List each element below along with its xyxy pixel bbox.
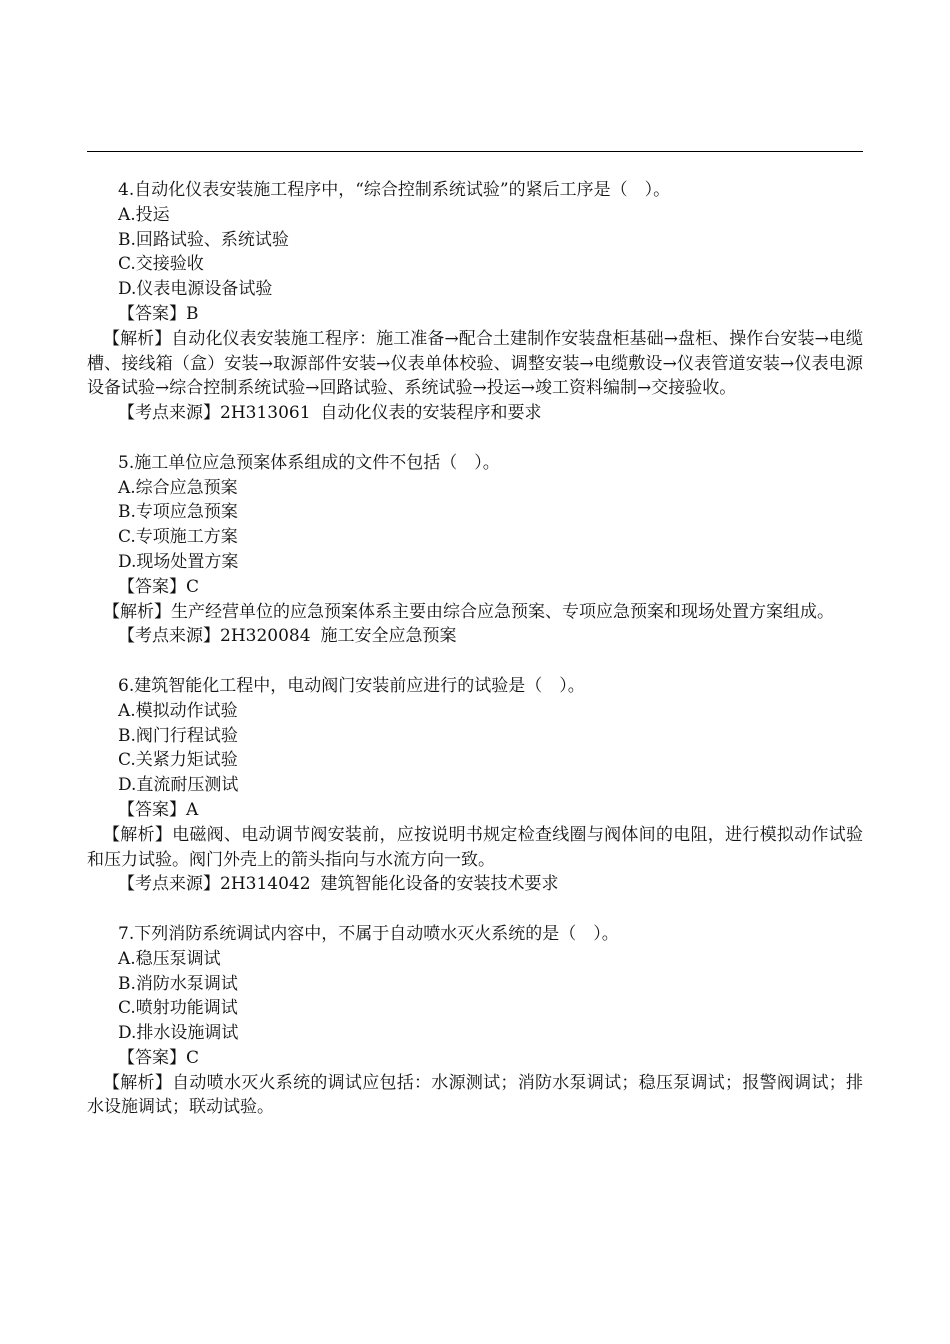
option-c: C.交接验收	[118, 254, 204, 275]
answer-value: B	[186, 303, 199, 324]
answer-value: C	[186, 576, 200, 597]
option-b: B.消防水泵调试	[118, 973, 238, 994]
answer-label: 【答案】	[118, 1047, 186, 1068]
option-a: A.综合应急预案	[118, 477, 238, 498]
source-title: 施工安全应急预案	[320, 626, 457, 647]
analysis-label: 【解析】	[103, 824, 173, 845]
option-a: A.稳压泵调试	[118, 948, 221, 969]
analysis-text: 电磁阀、电动调节阀安装前，应按说明书规定检查线圈与阀体间的电阻，进行模拟动作试验和压力试验。阀门外壳上的箭头指向与水流方向一致。	[87, 824, 864, 870]
answer-label: 【答案】	[118, 576, 186, 597]
question-stem: 5.施工单位应急预案体系组成的文件不包括（ ）。	[118, 452, 500, 473]
answer-value: A	[186, 799, 199, 820]
analysis-text: 生产经营单位的应急预案体系主要由综合应急预案、专项应急预案和现场处置方案组成。	[171, 601, 834, 622]
analysis-text: 自动喷水灭火系统的调试应包括：水源测试；消防水泵调试；稳压泵调试；报警阀调试；排水设施调试；联动试验。	[87, 1072, 864, 1118]
answer-line	[87, 798, 863, 823]
answer-label: 【答案】	[118, 303, 186, 324]
analysis-paragraph	[87, 823, 863, 873]
answer-value: C	[186, 1047, 200, 1068]
option-c: C.喷射功能调试	[118, 998, 238, 1019]
answer-line	[87, 575, 863, 600]
question-5	[87, 451, 863, 649]
option-d: D.排水设施调试	[118, 1023, 239, 1044]
source-code: 2H314042	[220, 874, 311, 895]
source-title: 建筑智能化设备的安装技术要求	[320, 874, 559, 895]
source-line	[87, 401, 863, 426]
option-a: A.投运	[118, 204, 170, 225]
question-stem: 7.下列消防系统调试内容中，不属于自动喷水灭火系统的是（ ）。	[118, 923, 619, 944]
analysis-label: 【解析】	[103, 1072, 173, 1093]
question-6	[87, 674, 863, 897]
answer-line	[87, 302, 863, 327]
source-title: 自动化仪表的安装程序和要求	[320, 403, 542, 424]
option-d: D.现场处置方案	[118, 551, 239, 572]
option-b: B.阀门行程试验	[118, 725, 238, 746]
analysis-label: 【解析】	[103, 328, 172, 349]
source-code: 2H320084	[220, 626, 311, 647]
header-rule	[87, 151, 863, 152]
question-stem: 6.建筑智能化工程中，电动阀门安装前应进行的试验是（ ）。	[118, 675, 585, 696]
answer-label: 【答案】	[118, 799, 186, 820]
analysis-paragraph	[87, 600, 863, 625]
analysis-text: 自动化仪表安装施工程序：施工准备→配合土建制作安装盘柜基础→盘柜、操作台安装→电缆槽、接线箱（盒）安装→取源部件安装→仪表单体校验、调整安装→电缆敷设→仪表管道安装→仪表电源设备试验→综合控制系统试验→回路试验、系统试验→投运→竣工资料编制→交接验收。	[87, 328, 863, 399]
document-body	[87, 178, 863, 1120]
source-label: 【考点来源】	[118, 626, 220, 647]
option-c: C.关紧力矩试验	[118, 750, 238, 771]
question-7	[87, 922, 863, 1120]
source-line	[87, 872, 863, 897]
source-line	[87, 624, 863, 649]
question-stem: 4.自动化仪表安装施工程序中，“综合控制系统试验”的紧后工序是（ ）。	[118, 180, 671, 200]
analysis-label: 【解析】	[103, 601, 171, 622]
source-label: 【考点来源】	[118, 874, 220, 895]
source-code: 2H313061	[220, 403, 311, 424]
option-b: B.回路试验、系统试验	[118, 229, 289, 250]
option-a: A.模拟动作试验	[118, 700, 238, 721]
option-d: D.仪表电源设备试验	[118, 279, 273, 300]
option-b: B.专项应急预案	[118, 502, 238, 523]
question-4	[87, 178, 863, 426]
answer-line	[87, 1046, 863, 1071]
option-d: D.直流耐压测试	[118, 775, 239, 796]
source-label: 【考点来源】	[118, 403, 220, 424]
analysis-paragraph	[87, 1071, 863, 1121]
option-c: C.专项施工方案	[118, 527, 238, 548]
analysis-paragraph	[87, 327, 863, 401]
